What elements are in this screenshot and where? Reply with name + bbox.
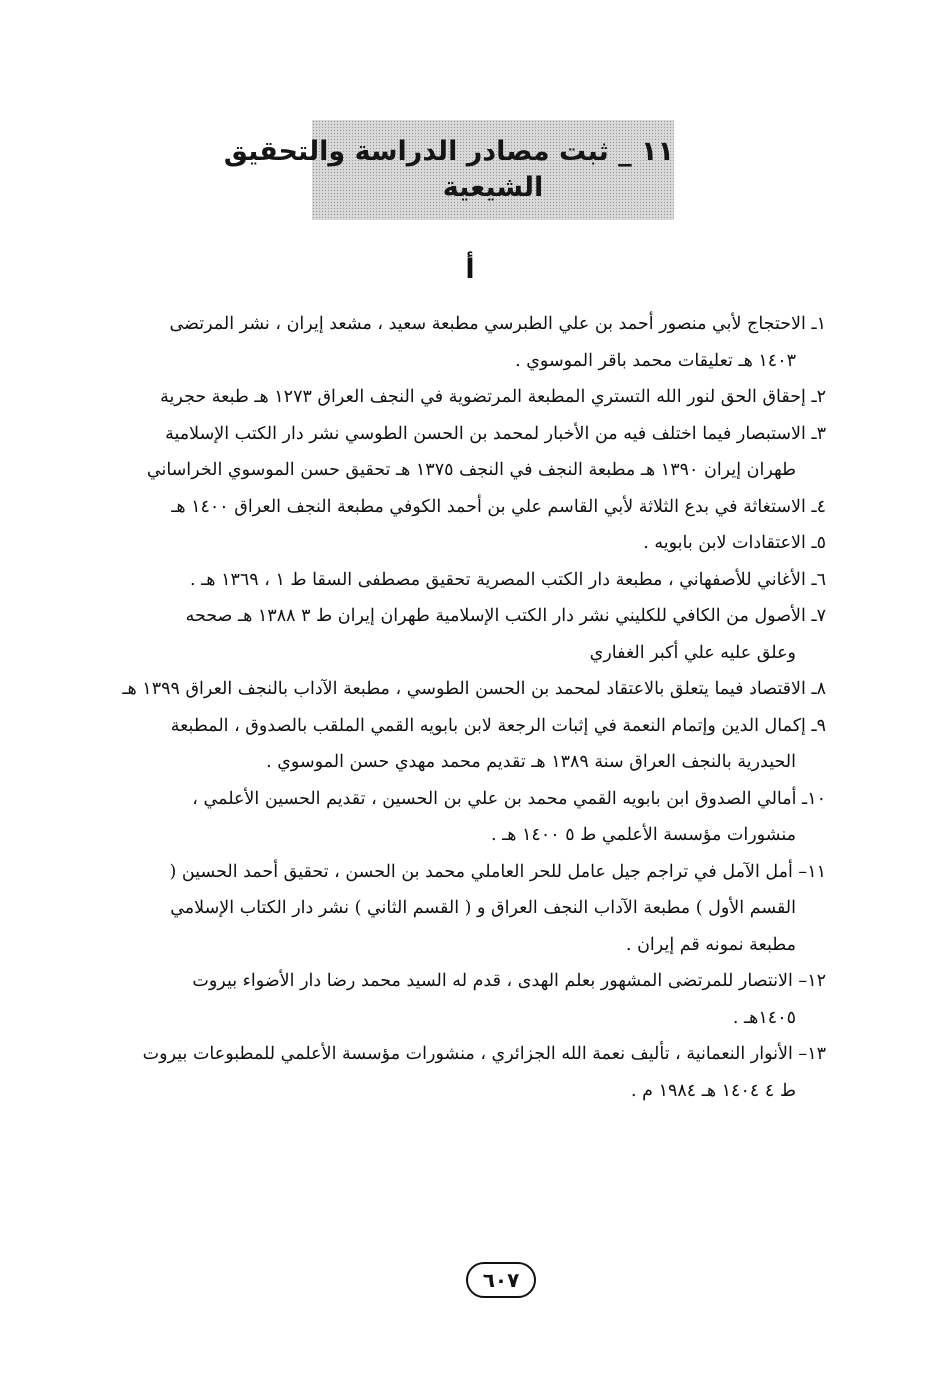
- entry-line: ٧ـ الأصول من الكافي للكليني نشر دار الكتب الإسلامية طهران إيران ط ٣ ١٣٨٨ هـ صححه: [185, 606, 826, 626]
- entry-continuation-line: القسم الأول ) مطبعة الآداب النجف العراق و ( القسم الثاني ) نشر دار الكتاب الإسلامي: [170, 898, 796, 918]
- entry-line: ٣ـ الاستبصار فيما اختلف فيه من الأخبار لمحمد بن الحسن الطوسي نشر دار الكتب الإسلامية: [165, 423, 826, 444]
- bibliography-entry: [122, 671, 826, 708]
- bibliography-list: [122, 306, 826, 1109]
- section-heading-line-2: الشيعية: [442, 172, 544, 203]
- entry-line: ١٢– الانتصار للمرتضى المشهور بعلم الهدى ، قدم له السيد محمد رضا دار الأضواء بيروت: [192, 971, 826, 991]
- bibliography-entry: [128, 781, 826, 854]
- entry-line: ١١– أمل الآمل في تراجم جيل عامل للحر العاملي محمد بن الحسن ، تحقيق أحمد الحسين (: [169, 861, 826, 882]
- section-heading-box: [223, 120, 674, 220]
- entry-continuation-line: وعلق عليه علي أكبر الغفاري: [589, 642, 796, 663]
- alphabet-section-letter: أ: [465, 254, 475, 285]
- bibliography-entry: [128, 598, 826, 671]
- bibliography-entry: [128, 379, 826, 416]
- bibliography-entry: [128, 416, 826, 489]
- entry-line: ٦ـ الأغاني للأصفهاني ، مطبعة دار الكتب المصرية تحقيق مصطفى السقا ط ١ ، ١٣٦٩ هـ .: [190, 569, 826, 590]
- entry-line: ٢ـ إحقاق الحق لنور الله التستري المطبعة المرتضوية في النجف العراق ١٢٧٣ هـ طبعة حجرية: [160, 387, 826, 407]
- entry-continuation-line: مطبعة نمونه قم إيران .: [625, 934, 796, 955]
- section-heading-line-1: ١١ _ ثبت مصادر الدراسة والتحقيق: [223, 136, 674, 167]
- entry-line: ١ـ الاحتجاج لأبي منصور أحمد بن علي الطبرسي مطبعة سعيد ، مشعد إيران ، نشر المرتضى: [169, 314, 826, 334]
- bibliography-entry: [128, 854, 826, 964]
- entry-continuation-line: طهران إيران ١٣٩٠ هـ مطبعة النجف في النجف ١٣٧٥ هـ تحقيق حسن الموسوي الخراساني: [146, 460, 796, 480]
- entry-line: ١٣– الأنوار النعمانية ، تأليف نعمة الله الجزائري ، منشورات مؤسسة الأعلمي للمطبوعات بيروت: [142, 1044, 826, 1064]
- bibliography-entry: [128, 963, 826, 1036]
- bibliography-entry: [128, 562, 826, 599]
- entry-continuation-line: ط ٤ ١٤٠٤ هـ ١٩٨٤ م .: [631, 1080, 796, 1101]
- bibliography-entry: [128, 525, 826, 562]
- entry-line: ٤ـ الاستغاثة في بدع الثلاثة لأبي القاسم علي بن أحمد الكوفي مطبعة النجف العراق ١٤٠٠ هـ: [171, 496, 826, 517]
- entry-line: ٥ـ الاعتقادات لابن بابويه .: [643, 533, 826, 553]
- entry-continuation-line: الحيدرية بالنجف العراق سنة ١٣٨٩ هـ تقديم محمد مهدي حسن الموسوي .: [266, 752, 796, 772]
- page-number-badge: ٦٠٧: [466, 1262, 536, 1298]
- bibliography-entry: [128, 1036, 826, 1109]
- bibliography-entry: [128, 489, 826, 526]
- entry-continuation-line: منشورات مؤسسة الأعلمي ط ٥ ١٤٠٠ هـ .: [490, 825, 796, 845]
- bibliography-entry: [128, 306, 826, 379]
- entry-line: ١٠ـ أمالي الصدوق ابن بابويه القمي محمد بن علي بن الحسين ، تقديم الحسين الأعلمي ،: [192, 788, 826, 809]
- entry-continuation-line: ١٤٠٣ هـ تعليقات محمد باقر الموسوي .: [515, 350, 796, 371]
- entry-line: ٨ـ الاقتصاد فيما يتعلق بالاعتقاد لمحمد بن الحسن الطوسي ، مطبعة الآداب بالنجف العراق ١٣٩٩ هـ: [122, 679, 826, 699]
- entry-line: ٩ـ إكمال الدين وإتمام النعمة في إثبات الرجعة لابن بابويه القمي الملقب بالصدوق ، المطبعة: [170, 715, 826, 736]
- entry-continuation-line: ١٤٠٥هـ .: [732, 1007, 796, 1028]
- bibliography-entry: [128, 708, 826, 781]
